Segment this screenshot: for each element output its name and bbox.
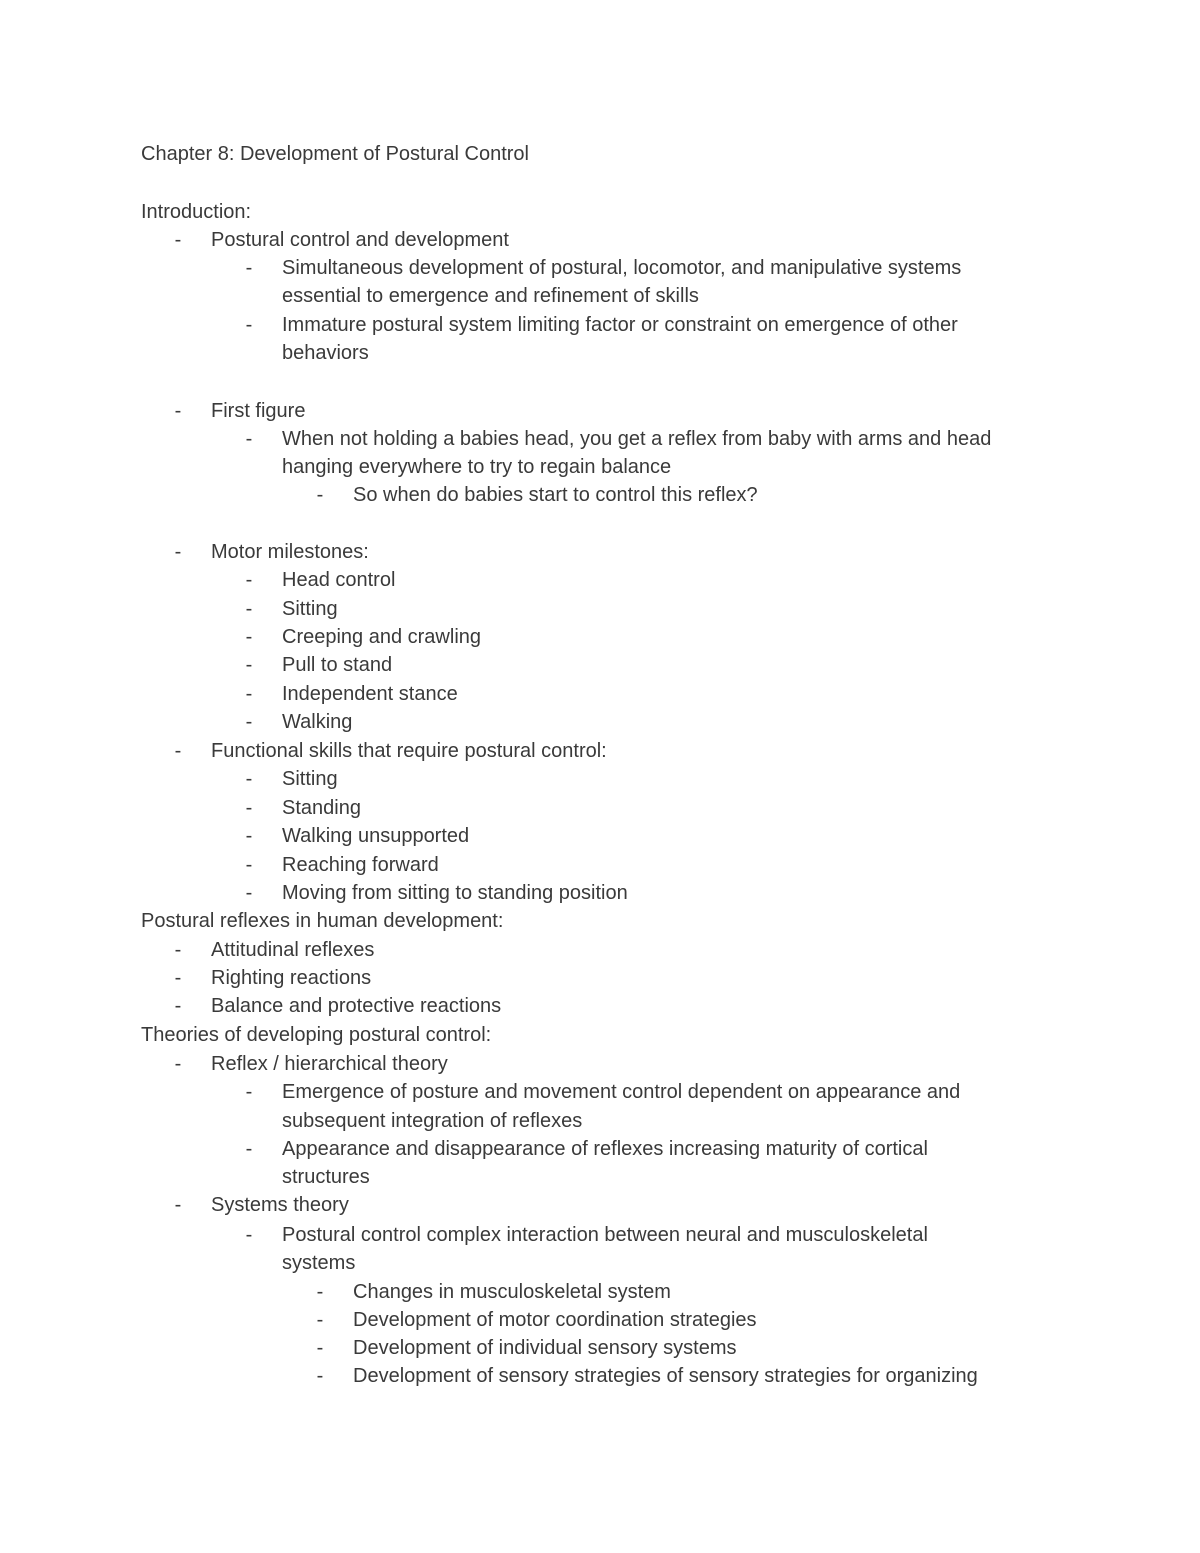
- bullet-dash: -: [245, 825, 253, 847]
- list-item-text: Head control: [282, 569, 396, 591]
- list-item-text: Standing: [282, 797, 361, 819]
- list-item-text: Sitting: [282, 768, 338, 790]
- list-item-text: Changes in musculoskeletal system: [353, 1281, 671, 1303]
- bullet-dash: -: [245, 569, 253, 591]
- list-item-text: hanging everywhere to try to regain balance: [282, 456, 672, 478]
- list-item-text: systems: [282, 1252, 356, 1274]
- list-item-text: Creeping and crawling: [282, 626, 482, 648]
- bullet-dash: -: [245, 797, 253, 819]
- bullet-dash: -: [174, 1053, 182, 1075]
- bullet-dash: -: [245, 1081, 253, 1103]
- list-item-text: Pull to stand: [282, 654, 393, 676]
- bullet-dash: -: [316, 1365, 324, 1387]
- list-item-text: Walking: [282, 711, 353, 733]
- list-item-text: Systems theory: [211, 1194, 349, 1216]
- bullet-dash: -: [174, 400, 182, 422]
- list-item-text: Development of individual sensory systems: [353, 1337, 737, 1359]
- bullet-dash: -: [245, 257, 253, 279]
- bullet-dash: -: [245, 1138, 253, 1160]
- bullet-dash: -: [245, 654, 253, 676]
- bullet-dash: -: [316, 1281, 324, 1303]
- bullet-dash: -: [245, 854, 253, 876]
- list-item-text: Independent stance: [282, 683, 458, 705]
- bullet-dash: -: [174, 541, 182, 563]
- list-item-text: Balance and protective reactions: [211, 995, 502, 1017]
- list-item-text: Simultaneous development of postural, locomotor, and manipulative systems: [282, 257, 962, 279]
- bullet-dash: -: [245, 711, 253, 733]
- list-item-text: Sitting: [282, 598, 338, 620]
- bullet-dash: -: [245, 882, 253, 904]
- list-item-text: Attitudinal reflexes: [211, 939, 375, 961]
- list-item-text: structures: [282, 1166, 370, 1188]
- bullet-dash: -: [174, 1194, 182, 1216]
- bullet-dash: -: [316, 1309, 324, 1331]
- bullet-dash: -: [174, 967, 182, 989]
- bullet-dash: -: [174, 229, 182, 251]
- list-item-text: Postural control and development: [211, 229, 509, 251]
- list-item-text: Motor milestones:: [211, 541, 369, 563]
- bullet-dash: -: [245, 626, 253, 648]
- bullet-dash: -: [245, 428, 253, 450]
- list-item-text: Immature postural system limiting factor or constraint on emergence of other: [282, 314, 958, 336]
- list-item-text: Development of motor coordination strategies: [353, 1309, 757, 1331]
- list-item-text: Postural control complex interaction between neural and musculoskeletal: [282, 1224, 928, 1246]
- bullet-dash: -: [316, 484, 324, 506]
- list-item-text: Emergence of posture and movement control dependent on appearance and: [282, 1081, 961, 1103]
- heading-text: Postural reflexes in human development:: [141, 910, 504, 932]
- list-item-text: behaviors: [282, 342, 369, 364]
- list-item-text: Development of sensory strategies of sensory strategies for organizing: [353, 1365, 978, 1387]
- heading-text: Chapter 8: Development of Postural Control: [141, 143, 529, 165]
- bullet-dash: -: [174, 995, 182, 1017]
- bullet-dash: -: [245, 768, 253, 790]
- list-item-text: First figure: [211, 400, 306, 422]
- list-item-text: essential to emergence and refinement of skills: [282, 285, 699, 307]
- heading-text: Theories of developing postural control:: [141, 1024, 492, 1046]
- list-item-text: Reaching forward: [282, 854, 439, 876]
- list-item-text: So when do babies start to control this reflex?: [353, 484, 758, 506]
- list-item-text: Reflex / hierarchical theory: [211, 1053, 448, 1075]
- bullet-dash: -: [245, 314, 253, 336]
- bullet-dash: -: [174, 740, 182, 762]
- bullet-dash: -: [174, 939, 182, 961]
- list-item-text: Moving from sitting to standing position: [282, 882, 628, 904]
- bullet-dash: -: [245, 1224, 253, 1246]
- list-item-text: Righting reactions: [211, 967, 372, 989]
- list-item-text: When not holding a babies head, you get a reflex from baby with arms and head: [282, 428, 992, 450]
- list-item-text: Walking unsupported: [282, 825, 470, 847]
- heading-text: Introduction:: [141, 201, 252, 223]
- list-item-text: Functional skills that require postural control:: [211, 740, 607, 762]
- bullet-dash: -: [245, 683, 253, 705]
- bullet-dash: -: [316, 1337, 324, 1359]
- list-item-text: Appearance and disappearance of reflexes increasing maturity of cortical: [282, 1138, 928, 1160]
- list-item-text: subsequent integration of reflexes: [282, 1110, 583, 1132]
- bullet-dash: -: [245, 598, 253, 620]
